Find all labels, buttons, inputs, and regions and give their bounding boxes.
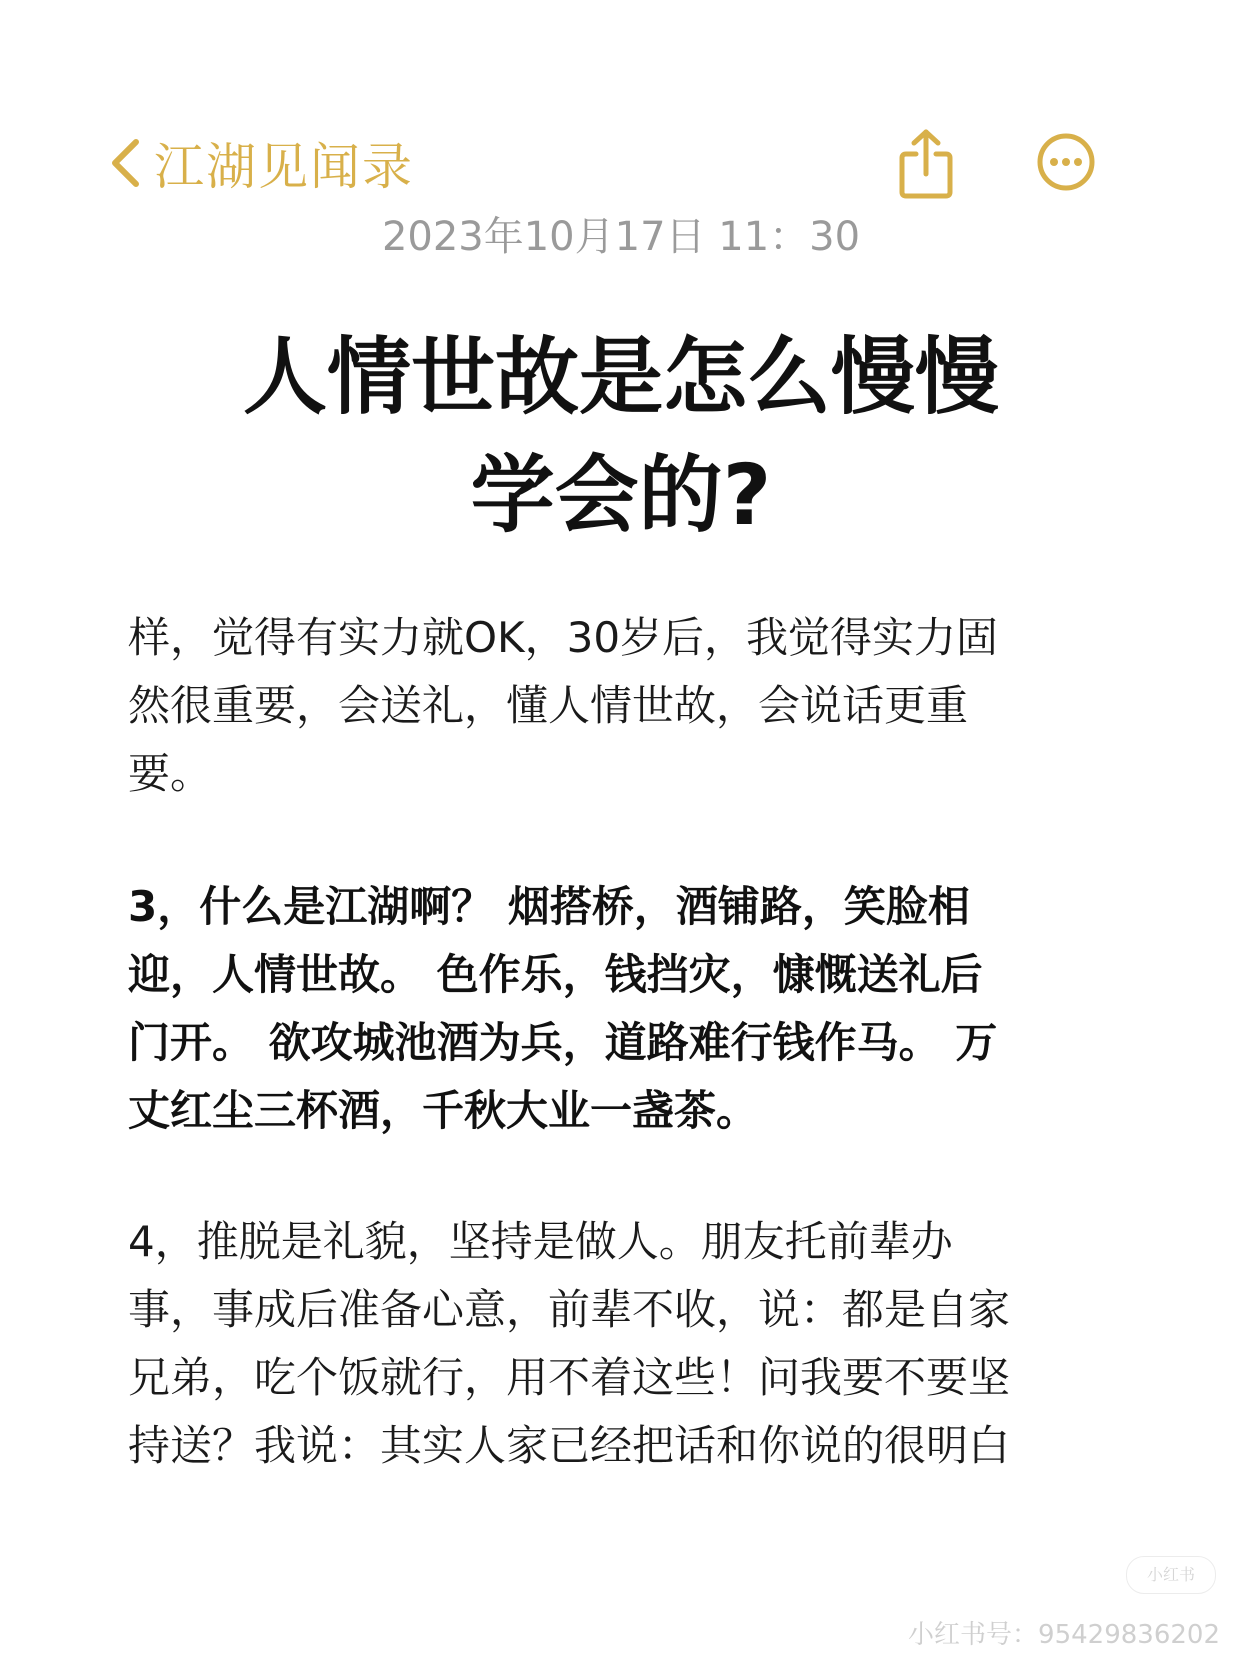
watermark-id: 小红书号：95429836202	[908, 1620, 1220, 1650]
share-icon	[898, 185, 954, 204]
title-line: 学会的?	[470, 446, 772, 544]
paragraph-line: 要。	[128, 749, 213, 798]
paragraph-line: 4，推脱是礼貌，坚持是做人。朋友托前辈办	[128, 1217, 953, 1266]
paragraph-line: 丈红尘三杯酒，千秋大业一盏茶。	[128, 1086, 759, 1135]
paragraph-point-4	[128, 1208, 1128, 1480]
paragraph-line: 兄弟，吃个饭就行，用不着这些！问我要不要坚	[128, 1353, 1011, 1402]
paragraph-line: 持送？我说：其实人家已经把话和你说的很明白	[128, 1421, 1011, 1470]
more-options-icon	[1036, 177, 1096, 196]
paragraph-intro	[128, 604, 1128, 808]
paragraph-line: 迎，人情世故。 色作乐，钱挡灾，慷慨送礼后	[128, 950, 983, 999]
paragraph-line: 然很重要，会送礼，懂人情世故，会说话更重	[128, 681, 969, 730]
paragraph-point-3	[128, 873, 1128, 1145]
more-button[interactable]	[1036, 132, 1096, 192]
back-label: 江湖见闻录	[154, 138, 414, 196]
note-title	[120, 318, 1122, 554]
paragraph-line: 事，事成后准备心意，前辈不收，说：都是自家	[128, 1285, 1011, 1334]
paragraph-line: 门开。 欲攻城池酒为兵，道路难行钱作马。 万	[128, 1018, 998, 1067]
paragraph-line: 3，什么是江湖啊？ 烟搭桥，酒铺路，笑脸相	[128, 882, 970, 931]
back-button[interactable]	[110, 130, 414, 196]
paragraph-line: 样，觉得有实力就OK，30岁后，我觉得实力固	[128, 613, 999, 662]
note-timestamp: 2023年10月17日 11：30	[381, 214, 861, 260]
watermark-badge: 小红书	[1126, 1556, 1216, 1594]
share-button[interactable]	[898, 128, 954, 200]
chevron-left-icon	[110, 138, 140, 188]
title-line: 人情世故是怎么慢慢	[242, 328, 999, 426]
navigation-bar	[0, 118, 1242, 208]
